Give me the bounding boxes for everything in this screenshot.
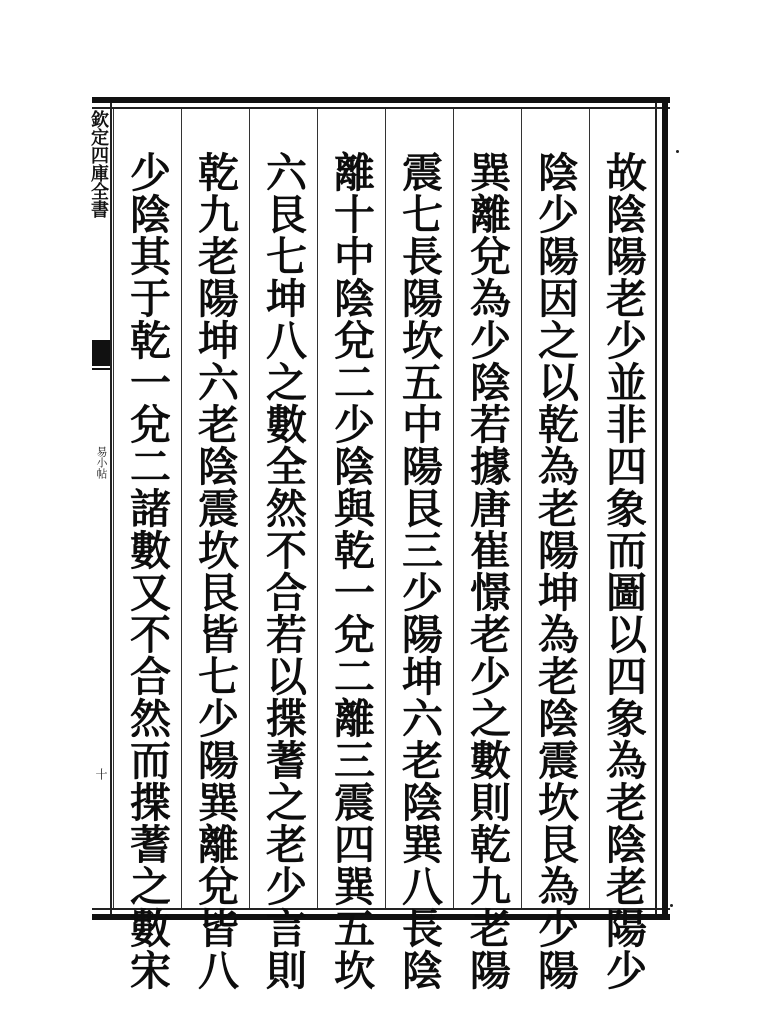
margin-title: 欽定四庫全書	[88, 110, 109, 218]
text-column-5	[317, 109, 383, 991]
ink-speck	[676, 150, 679, 153]
column-text: 少陰其于乾一兌二諸數又不合然而揲蓍之數宋	[123, 151, 171, 991]
column-text: 離十中陰兌二少陰與乾一兌二離三震四巽五坎	[327, 151, 375, 991]
column-text: 故陰陽老少並非四象而圖以四象為老陰老陽少	[599, 151, 647, 991]
fishtail-rule	[92, 368, 110, 370]
text-column-4	[385, 109, 451, 991]
frame-right-inner-rule	[655, 103, 657, 914]
fishtail-mark	[92, 340, 110, 366]
text-column-3	[453, 109, 519, 991]
margin-subtitle: 易小帖	[95, 446, 108, 479]
frame-bottom-inner-rule	[92, 908, 670, 910]
frame-bottom-rule	[92, 914, 670, 920]
text-column-2	[521, 109, 587, 991]
frame-top-rule	[92, 97, 670, 103]
text-column-8	[113, 109, 179, 991]
margin-page-number: 十	[94, 768, 108, 780]
text-column-1	[589, 109, 655, 991]
text-column-7	[181, 109, 247, 991]
column-text: 乾九老陽坤六老陰震坎艮皆七少陽巽離兌皆八	[191, 151, 239, 991]
column-text: 六艮七坤八之數全然不合若以揲蓍之老少言則	[259, 151, 307, 991]
frame-right-rule	[662, 97, 668, 920]
column-text: 陰少陽因之以乾為老陽坤為老陰震坎艮為少陽	[531, 151, 579, 991]
text-column-6	[249, 109, 315, 991]
ink-speck	[670, 904, 673, 907]
column-text: 巽離兌為少陰若據唐崔憬老少之數則乾九老陽	[463, 151, 511, 991]
column-text: 震七長陽坎五中陽艮三少陽坤六老陰巽八長陰	[395, 151, 443, 991]
